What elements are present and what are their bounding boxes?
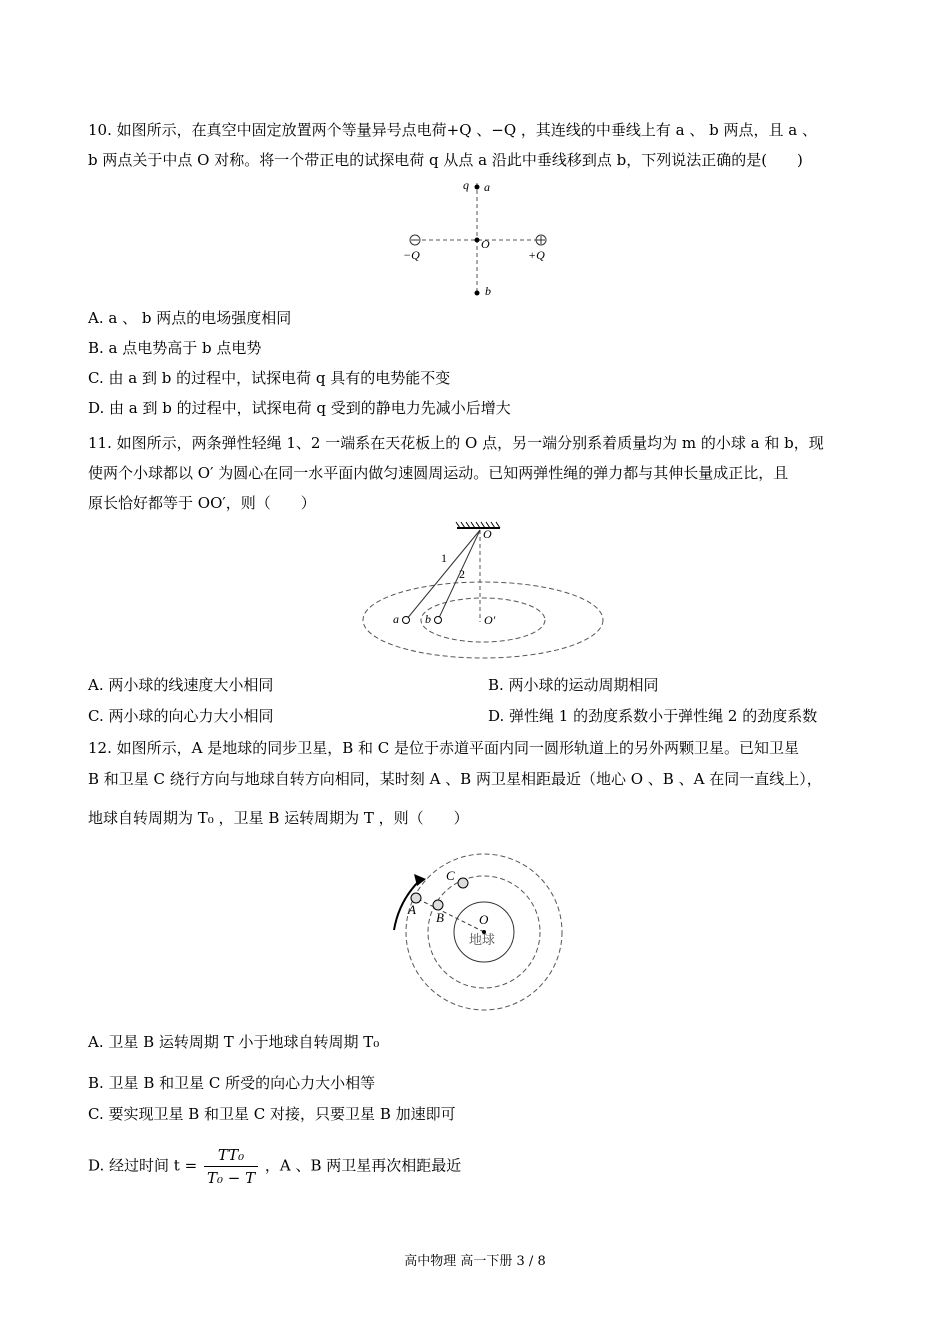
q12-option-b: B. 卫星 B 和卫星 C 所受的向心力大小相等	[88, 1074, 376, 1092]
q11-stem-line3: 原长恰好都等于 OO′，则（ ）	[88, 494, 316, 512]
q12-option-a: A. 卫星 B 运转周期 T 小于地球自转周期 T₀	[88, 1033, 380, 1051]
q12-stem-line2: B 和卫星 C 绕行方向与地球自转方向相同，某时刻 A 、B 两卫星相距最近（地心 O 、B 、A 在同一直线上），	[88, 770, 822, 788]
label-neg-Q: −Q	[403, 248, 420, 262]
q12-option-d-suffix: ，A 、B 两卫星再次相距最近	[264, 1156, 462, 1175]
label-earth: 地球	[469, 932, 496, 947]
label-b: b	[485, 284, 491, 298]
label-q: q	[463, 178, 469, 192]
ball-b	[435, 617, 442, 624]
time-fraction	[204, 1144, 258, 1189]
q11-stem-line2: 使两个小球都以 O′ 为圆心在同一水平面内做匀速圆周运动。已知两弹性绳的弹力都与其伸长量成正比，且	[88, 464, 789, 482]
point-a	[475, 185, 480, 190]
label-O: O	[479, 912, 489, 927]
q10-stem-line1: 10. 如图所示，在真空中固定放置两个等量异号点电荷+Q 、−Q ，其连线的中垂线上有 a 、 b 两点，且 a 、	[88, 121, 817, 139]
q12-stem-line1: 12. 如图所示，A 是地球的同步卫星，B 和 C 是位于赤道平面内同一圆形轨道上的另外两颗卫星。已知卫星	[88, 739, 800, 757]
fraction-denominator: T₀ − T	[206, 1169, 256, 1187]
label-a: a	[393, 612, 399, 626]
q12-stem-line3: 地球自转周期为 T₀ ，卫星 B 运转周期为 T ，则（ ）	[88, 809, 469, 827]
q11-option-a: A. 两小球的线速度大小相同	[88, 676, 274, 694]
label-A: A	[408, 902, 416, 917]
q12-figure	[380, 850, 580, 1010]
label-pos-Q: +Q	[528, 248, 545, 262]
label-rope-2: 2	[459, 567, 465, 581]
q11-figure	[385, 520, 605, 670]
q11-option-c: C. 两小球的向心力大小相同	[88, 707, 274, 725]
rope-1	[406, 530, 480, 620]
q12-option-c: C. 要实现卫星 B 和卫星 C 对接，只要卫星 B 加速即可	[88, 1105, 456, 1123]
point-b	[475, 291, 480, 296]
ball-a	[403, 617, 410, 624]
q11-stem-line1: 11. 如图所示，两条弹性轻绳 1、2 一端系在天花板上的 O 点，另一端分别系着质量均为 m 的小球 a 和 b，现	[88, 434, 824, 452]
label-a: a	[484, 180, 490, 194]
q10-option-c: C. 由 a 到 b 的过程中，试探电荷 q 具有的电势能不变	[88, 369, 451, 387]
q10-option-d: D. 由 a 到 b 的过程中，试探电荷 q 受到的静电力先减小后增大	[88, 399, 511, 417]
label-C: C	[446, 868, 455, 883]
label-O: O	[483, 527, 492, 541]
q12-option-d-prefix: D. 经过时间 t =	[88, 1156, 198, 1175]
outer-orbit	[363, 582, 603, 658]
q11-option-b: B. 两小球的运动周期相同	[488, 676, 659, 694]
label-b: b	[425, 612, 431, 626]
rotation-arrow	[394, 880, 420, 930]
q10-option-a: A. a 、 b 两点的电场强度相同	[88, 309, 292, 327]
page-footer: 高中物理 高一下册 3 / 8	[404, 1254, 546, 1269]
fraction-numerator: TT₀	[204, 1144, 258, 1167]
label-rope-1: 1	[441, 551, 447, 565]
point-O	[475, 238, 480, 243]
q12-option-d	[88, 1144, 461, 1189]
q10-option-b: B. a 点电势高于 b 点电势	[88, 339, 262, 357]
satellite-B	[433, 900, 443, 910]
line-O-B-A	[416, 898, 484, 932]
label-O: O	[481, 237, 490, 251]
label-O-prime: O′	[484, 613, 496, 627]
label-B: B	[436, 910, 444, 925]
satellite-C	[458, 878, 468, 888]
q10-stem-line2: b 两点关于中点 O 对称。将一个带正电的试探电荷 q 从点 a 沿此中垂线移到点 b，下列说法正确的是( )	[88, 151, 803, 169]
q10-figure	[395, 175, 565, 300]
q11-option-d: D. 弹性绳 1 的劲度系数小于弹性绳 2 的劲度系数	[488, 707, 818, 725]
